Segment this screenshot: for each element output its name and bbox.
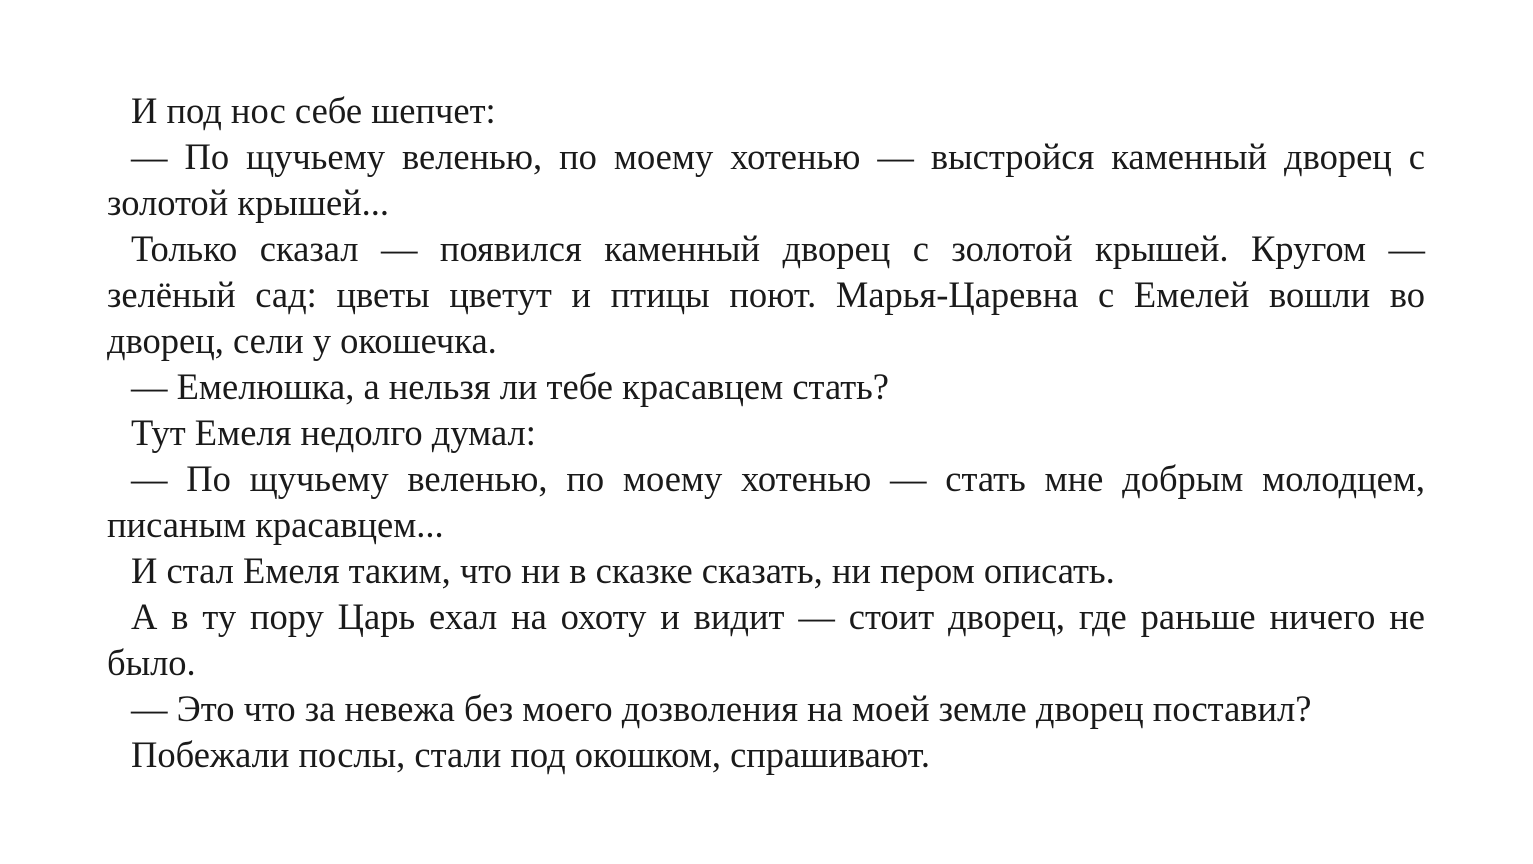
story-text: [107, 88, 1425, 778]
paragraph: И стал Емеля таким, что ни в сказке сказать, ни пером описать.: [131, 550, 1115, 591]
paragraph: — По щучьему веленью, по моему хотенью — стать мне добрым молодцем, писаным красавцем...: [107, 458, 1425, 545]
paragraph: — По щучьему веленью, по моему хотенью — выстройся каменный дворец с золотой крышей...: [107, 136, 1425, 223]
paragraph: Только сказал — появился каменный дворец с золотой крышей. Кругом — зелёный сад: цветы цветут и птицы поют. Марья-Царевна с Емелей вошли во дворец, сели у окошечка.: [107, 228, 1425, 361]
paragraph: И под нос себе шепчет:: [131, 90, 496, 131]
paragraph: А в ту пору Царь ехал на охоту и видит — стоит дворец, где раньше ничего не было.: [107, 596, 1425, 683]
paragraph: Побежали послы, стали под окошком, спрашивают.: [131, 734, 930, 775]
paragraph: — Емелюшка, а нельзя ли тебе красавцем стать?: [131, 366, 889, 407]
paragraph: — Это что за невежа без моего дозволения на моей земле дворец поставил?: [131, 688, 1312, 729]
paragraph: Тут Емеля недолго думал:: [131, 412, 536, 453]
